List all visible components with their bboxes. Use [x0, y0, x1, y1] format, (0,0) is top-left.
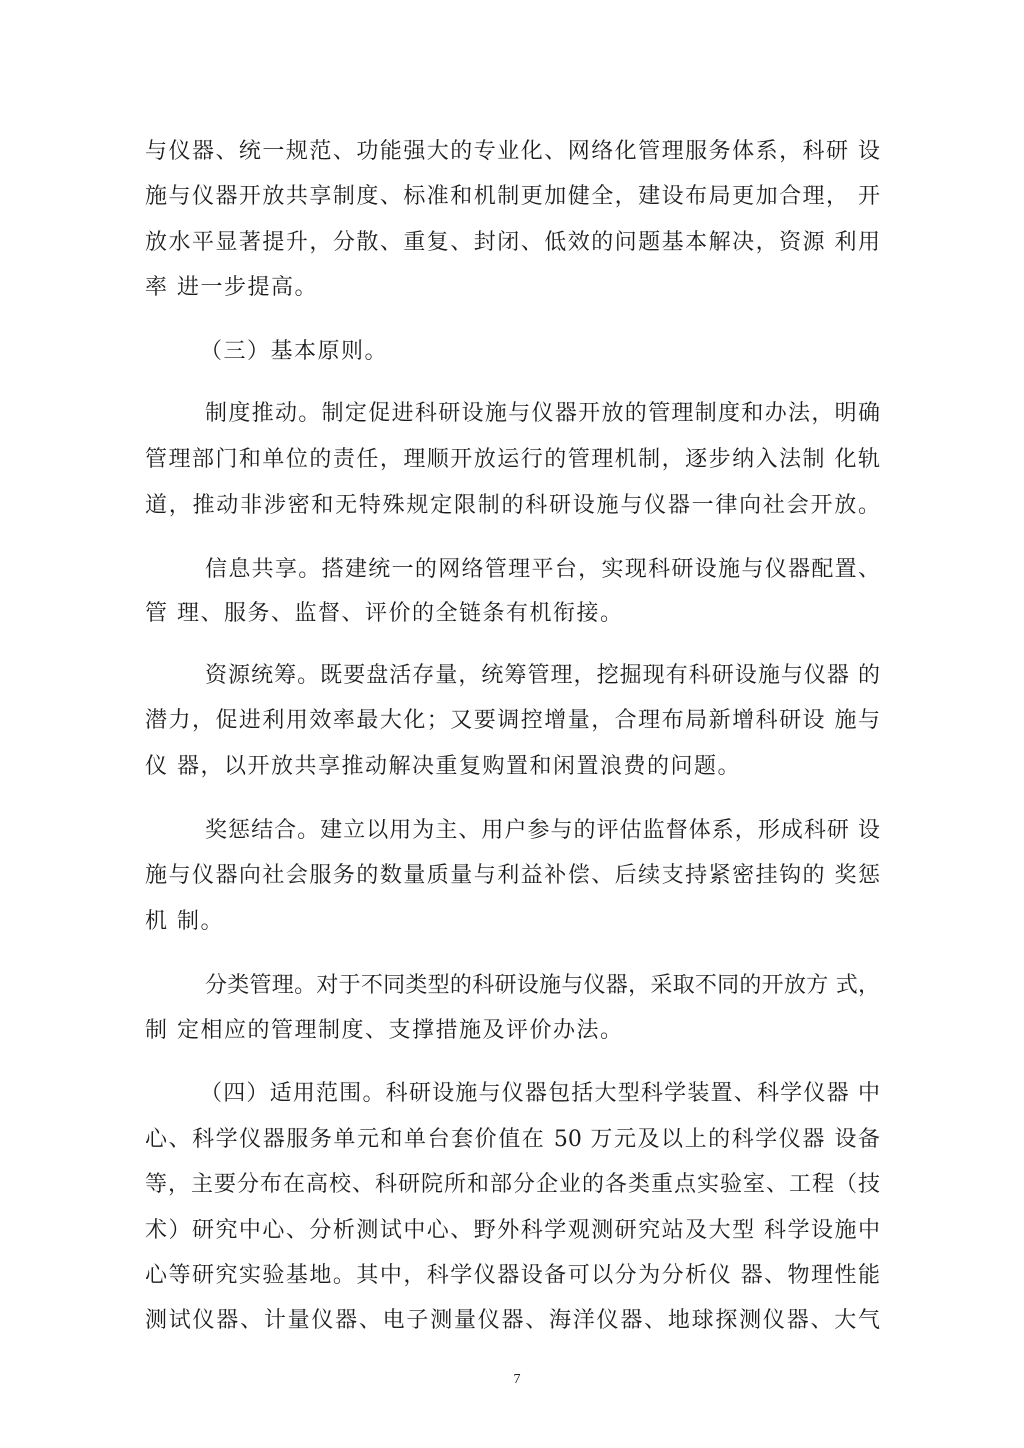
text-line: （三）基本原则。: [200, 339, 389, 364]
text-line: 施与仪器向社会服务的数量质量与利益补偿、后续支持紧密挂钩的 奖惩: [145, 863, 880, 888]
text-line: 道，推动非涉密和无特殊规定限制的科研设施与仪器一律向社会开放。: [145, 493, 880, 518]
text-line: 放水平显著提升，分散、重复、封闭、低效的问题基本解决，资源 利用: [145, 230, 880, 255]
text-line: 奖惩结合。建立以用为主、用户参与的评估监督体系，形成科研 设: [205, 818, 880, 843]
text-line: 机 制。: [145, 909, 224, 934]
text-line: 管理部门和单位的责任，理顺开放运行的管理机制，逐步纳入法制 化轨: [145, 447, 880, 472]
text-line: 资源统筹。既要盘活存量，统筹管理，挖掘现有科研设施与仪器 的: [205, 663, 880, 688]
text-line: 与仪器、统一规范、功能强大的专业化、网络化管理服务体系，科研 设: [145, 139, 880, 164]
text-line: 管 理、服务、监督、评价的全链条有机衔接。: [145, 601, 624, 626]
text-line: 分类管理。对于不同类型的科研设施与仪器，采取不同的开放方 式，: [205, 973, 880, 998]
text-line: 率 进一步提高。: [145, 275, 318, 300]
text-line: 信息共享。搭建统一的网络管理平台，实现科研设施与仪器配置、: [205, 557, 880, 582]
text-line: 术）研究中心、分析测试中心、野外科学观测研究站及大型 科学设施中: [145, 1218, 880, 1243]
text-line: （四）适用范围。科研设施与仪器包括大型科学装置、科学仪器 中: [200, 1081, 880, 1106]
text-line: 制 定相应的管理制度、支撑措施及评价办法。: [145, 1018, 624, 1043]
text-line: 心、科学仪器服务单元和单台套价值在 50 万元及以上的科学仪器 设备: [145, 1127, 880, 1152]
text-line: 测试仪器、计量仪器、电子测量仪器、海洋仪器、地球探测仪器、大气: [145, 1308, 880, 1333]
text-line: 心等研究实验基地。其中，科学仪器设备可以分为分析仪 器、物理性能: [145, 1263, 880, 1288]
page-number: 7: [513, 1372, 521, 1387]
text-line: 等，主要分布在高校、科研院所和部分企业的各类重点实验室、工程（技: [145, 1172, 880, 1197]
text-line: 仪 器，以开放共享推动解决重复购置和闲置浪费的问题。: [145, 754, 741, 779]
text-line: 潜力，促进利用效率最大化；又要调控增量，合理布局新增科研设 施与: [145, 708, 880, 733]
text-line: 制度推动。制定促进科研设施与仪器开放的管理制度和办法，明确: [205, 401, 880, 426]
text-line: 施与仪器开放共享制度、标准和机制更加健全，建设布局更加合理， 开: [145, 184, 880, 209]
